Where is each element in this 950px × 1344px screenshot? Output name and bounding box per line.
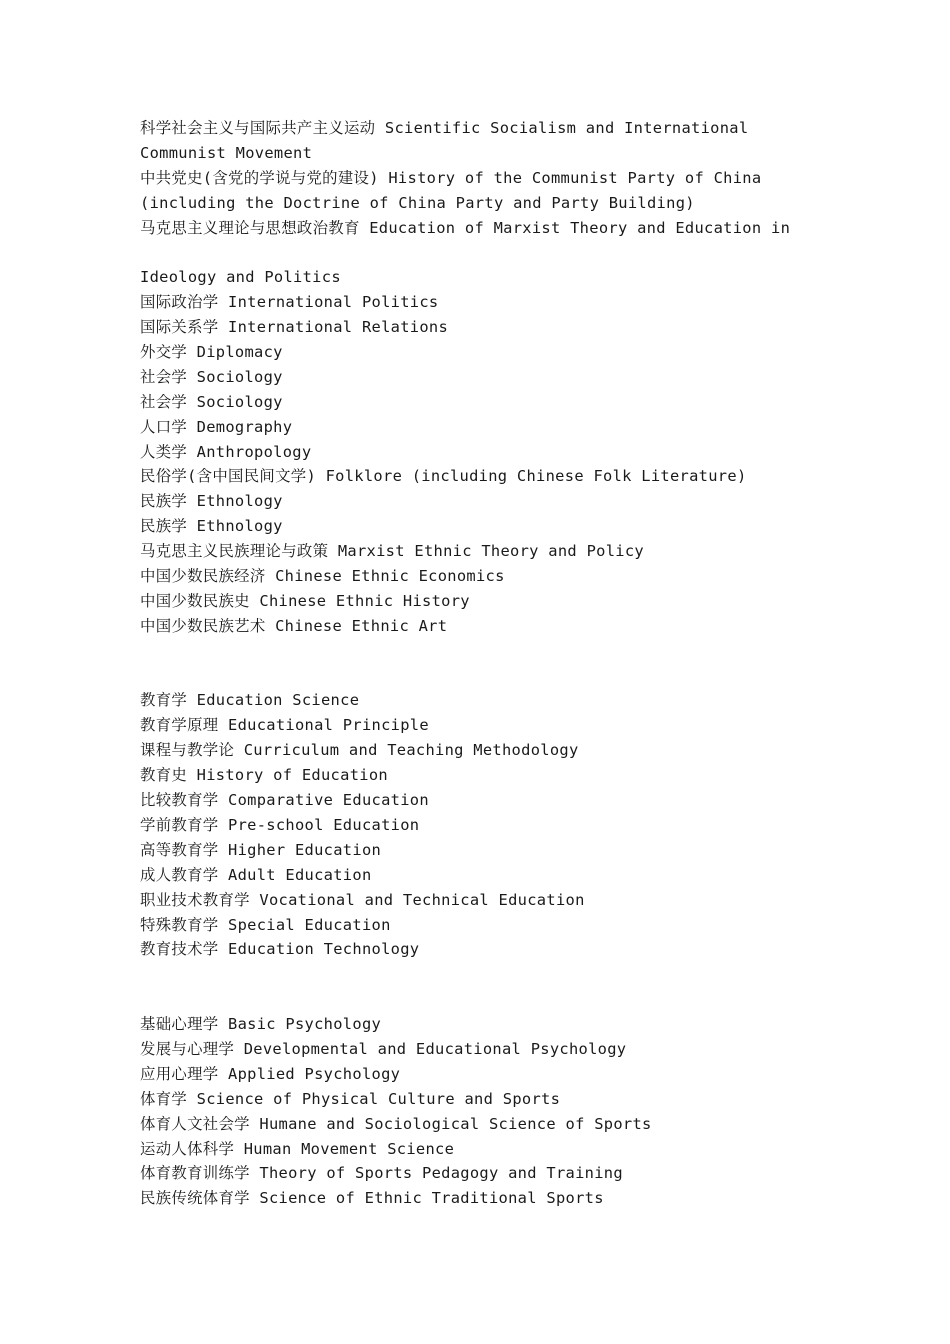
text-line: 国际关系学 International Relations (140, 318, 449, 337)
text-line: 应用心理学 Applied Psychology (140, 1064, 401, 1083)
blank-line (140, 987, 800, 1012)
text-line: 教育技术学 Education Technology (140, 940, 420, 959)
text-line: 比较教育学 Comparative Education (140, 791, 429, 810)
text-line: 特殊教育学 Special Education (140, 915, 391, 934)
text-line: 教育学原理 Educational Principle (140, 716, 429, 735)
text-line: 民族学 Ethnology (140, 517, 283, 536)
text-line: 民族学 Ethnology (140, 492, 283, 511)
text-line: 中国少数民族史 Chinese Ethnic History (140, 591, 470, 610)
text-line: 体育学 Science of Physical Culture and Sports (140, 1089, 561, 1108)
text-line: 中国少数民族艺术 Chinese Ethnic Art (140, 616, 448, 635)
text-line: 马克思主义民族理论与政策 Marxist Ethnic Theory and Policy (140, 542, 644, 561)
text-line: 基础心理学 Basic Psychology (140, 1015, 382, 1034)
text-line: Communist Movement (140, 143, 313, 162)
text-line: 人口学 Demography (140, 417, 293, 436)
text-line: 发展与心理学 Developmental and Educational Psychology (140, 1039, 627, 1058)
text-line: 成人教育学 Adult Education (140, 865, 372, 884)
text-line: 中国少数民族经济 Chinese Ethnic Economics (140, 567, 505, 586)
text-line: 外交学 Diplomacy (140, 343, 283, 362)
text-line: 人类学 Anthropology (140, 442, 312, 461)
text-line: 中共党史(含党的学说与党的建设) History of the Communist Party of China (140, 168, 762, 187)
blank-line (140, 240, 800, 265)
text-line: 民俗学(含中国民间文学) Folklore (including Chinese Folk Literature) (140, 467, 747, 486)
text-line: 教育学 Education Science (140, 691, 360, 710)
text-line: 教育史 History of Education (140, 766, 388, 785)
text-line: 马克思主义理论与思想政治教育 Education of Marxist Theory and Education in (140, 218, 791, 237)
text-line: 体育人文社会学 Humane and Sociological Science of Sports (140, 1114, 652, 1133)
blank-line (140, 639, 800, 664)
blank-line (140, 664, 800, 689)
text-line: 运动人体科学 Human Movement Science (140, 1139, 455, 1158)
blank-line (140, 962, 800, 987)
text-line: 民族传统体育学 Science of Ethnic Traditional Sports (140, 1189, 604, 1208)
text-line: 社会学 Sociology (140, 392, 283, 411)
text-line: 社会学 Sociology (140, 367, 283, 386)
text-line: (including the Doctrine of China Party and Party Building) (140, 193, 695, 212)
text-line: 国际政治学 International Politics (140, 293, 439, 312)
text-line: 职业技术教育学 Vocational and Technical Education (140, 890, 585, 909)
text-line: 科学社会主义与国际共产主义运动 Scientific Socialism and International (140, 119, 749, 137)
text-line: 课程与教学论 Curriculum and Teaching Methodology (140, 741, 579, 760)
text-line: 高等教育学 Higher Education (140, 840, 382, 859)
document-body (140, 116, 800, 1211)
text-line: Ideology and Politics (140, 268, 341, 287)
text-line: 体育教育训练学 Theory of Sports Pedagogy and Training (140, 1164, 623, 1183)
text-line: 学前教育学 Pre-school Education (140, 815, 420, 834)
